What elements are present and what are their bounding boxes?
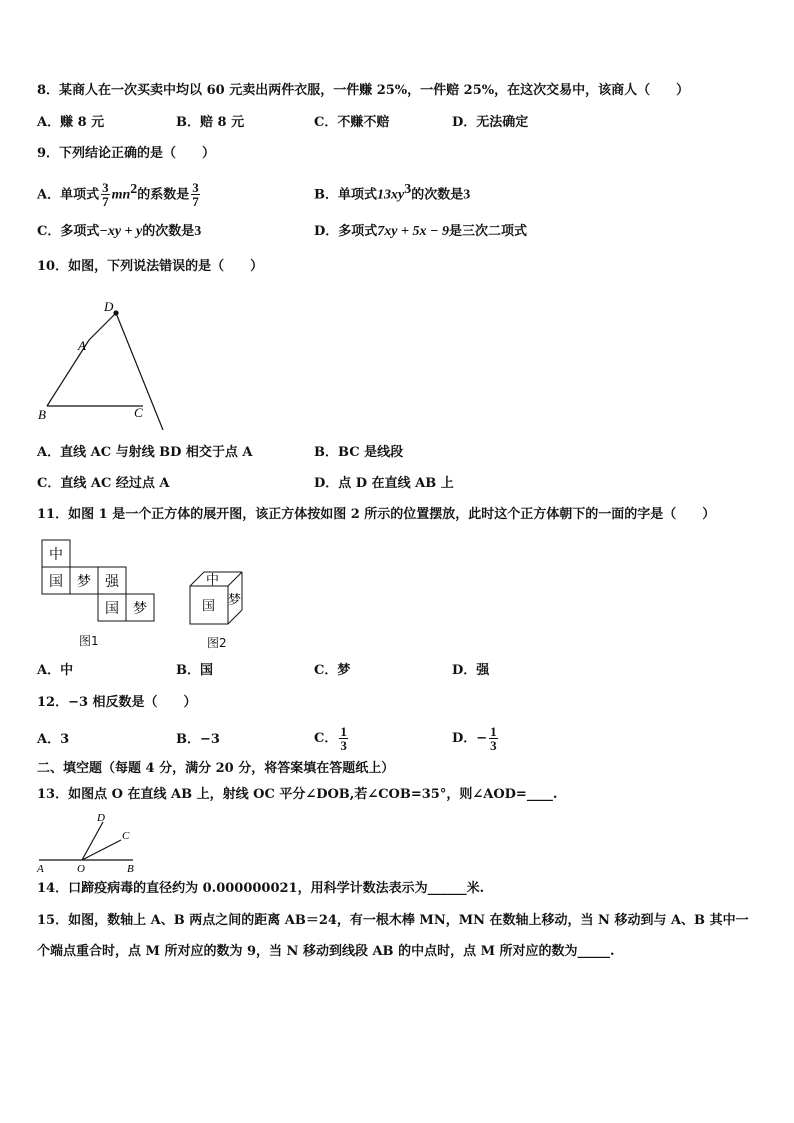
q8-option-a: A．赚 8 元 (37, 115, 105, 130)
q12-stem: 12．−3 相反数是（ ） (37, 695, 197, 710)
q9-a-frac-num: 3 (102, 180, 109, 196)
q9-b-prefix: B．单项式 (314, 187, 377, 203)
q11-fig1-caption: 图1 (79, 634, 99, 648)
q12-d-prefix: D．− (452, 731, 488, 746)
q9-b-val: 3 (463, 187, 471, 203)
q10-option-a: A．直线 AC 与射线 BD 相交于点 A (37, 445, 253, 460)
q9-c-suffix: 的次数是 (142, 224, 195, 239)
q8-option-c: C．不赚不赔 (314, 115, 390, 130)
q12-option-b: B．−3 (176, 732, 220, 747)
q9-b-expr: 13xy (377, 187, 405, 203)
q9-d-prefix: D．多项式 (314, 224, 378, 239)
q10-ray-ad (89, 313, 116, 340)
q11-option-b: B．国 (176, 663, 213, 678)
q9-c-expr: −xy + y (99, 224, 143, 239)
q12-c-prefix: C． (314, 731, 338, 746)
q12-c-frac-den: 3 (340, 738, 347, 753)
q10-point-d (113, 310, 118, 315)
q9-b-exp: 3 (404, 182, 412, 197)
q11-option-a: A．中 (37, 663, 74, 678)
q11-fig2-caption: 图2 (207, 636, 227, 650)
q11-cube-front: 国 (202, 598, 216, 613)
q8-option-d: D．无法确定 (452, 115, 529, 130)
q9-option-b (314, 181, 470, 204)
q12-option-d (452, 722, 500, 756)
q9-a-frac2-num: 3 (192, 180, 199, 196)
q9-b-suffix: 的次数是 (411, 187, 464, 203)
q10-label-b: B (38, 407, 46, 422)
q8-stem: 8．某商人在一次买卖中均以 60 元卖出两件衣服，一件赚 25%，一件赔 25%，在这次交易中，该商人（ ） (37, 83, 690, 98)
q9-d-expr: 7xy + 5x − 9 (377, 224, 449, 239)
q10-label-d: D (104, 299, 114, 314)
q12-d-frac-num: 1 (490, 724, 497, 739)
q15-line-1: 15．如图，数轴上 A、B 两点之间的距离 AB＝24，有一根木棒 MN，MN 在数轴上移动，当 N 移动到与 A、B 其中一 (37, 913, 749, 928)
q10-stem: 10．如图，下列说法错误的是（ ） (37, 259, 264, 274)
q11-option-c: C．梦 (314, 663, 351, 678)
q11-stem: 11．如图 1 是一个正方体的展开图，该正方体按如图 2 所示的位置摆放，此时这个正方体朝下的一面的字是（ ） (37, 507, 716, 522)
q9-stem: 9．下列结论正确的是（ ） (37, 146, 216, 161)
q12-option-a: A．3 (37, 732, 70, 747)
q11-net-cell-4: 强 (105, 575, 119, 590)
q11-net-cell-3: 梦 (77, 575, 91, 590)
q13-label-c: C (122, 830, 130, 842)
q14-stem: 14．口蹄疫病毒的直径约为 0.000000021，用科学计数法表示为______米. (37, 881, 485, 896)
q10-label-a: A (78, 338, 86, 353)
section-2-heading: 二、填空题（每题 4 分，满分 20 分，将答案填在答题纸上） (37, 761, 395, 776)
q11-cube-side: 梦 (228, 592, 242, 607)
q11-net-cell-2: 国 (49, 575, 63, 590)
q9-a-mid: 的系数是 (137, 187, 190, 203)
q13-label-a: A (37, 863, 44, 874)
q9-option-a (37, 175, 202, 210)
q11-cube-top: 中 (206, 572, 220, 587)
q11-option-d: D．强 (452, 663, 490, 678)
q11-net-cell-5: 国 (105, 602, 119, 617)
q15-line-2: 个端点重合时，点 M 所对应的数为 9，当 N 移动到线段 AB 的中点时，点 M 所对应的数为_____. (37, 944, 615, 959)
q9-a-prefix: A．单项式 (37, 187, 100, 203)
q13-figure (33, 808, 143, 874)
q9-option-c (37, 223, 201, 241)
q9-a-var: mn (111, 187, 131, 203)
q13-stem: 13．如图点 O 在直线 AB 上，射线 OC 平分∠DOB,若∠COB=35°，则∠AOD=____. (37, 787, 558, 802)
q9-a-frac2-den: 7 (192, 194, 199, 210)
q10-option-d: D．点 D 在直线 AB 上 (314, 476, 454, 491)
q12-option-c (314, 722, 350, 756)
q11-net-cell-1: 中 (49, 548, 63, 563)
q9-d-suffix: 是三次二项式 (448, 224, 527, 239)
q13-label-o: O (77, 863, 85, 874)
q9-a-frac-den: 7 (102, 194, 109, 210)
q13-label-b: B (127, 863, 134, 874)
q8-option-b: B．赔 8 元 (176, 115, 245, 130)
q9-a-exp: 2 (130, 182, 138, 197)
q12-d-frac-den: 3 (490, 738, 497, 753)
q11-cube-figure (187, 568, 245, 628)
q10-label-c: C (134, 405, 143, 420)
q9-c-prefix: C．多项式 (37, 224, 100, 239)
q10-option-c: C．直线 AC 经过点 A (37, 476, 170, 491)
q9-option-d (314, 223, 527, 241)
q10-option-b: B．BC 是线段 (314, 445, 404, 460)
q11-net-figure (40, 538, 155, 624)
q13-label-d: D (97, 812, 105, 824)
q10-figure (30, 295, 180, 430)
q11-net-cell-6: 梦 (133, 602, 147, 617)
q12-c-frac-num: 1 (340, 724, 347, 739)
q9-c-val: 3 (194, 224, 202, 239)
